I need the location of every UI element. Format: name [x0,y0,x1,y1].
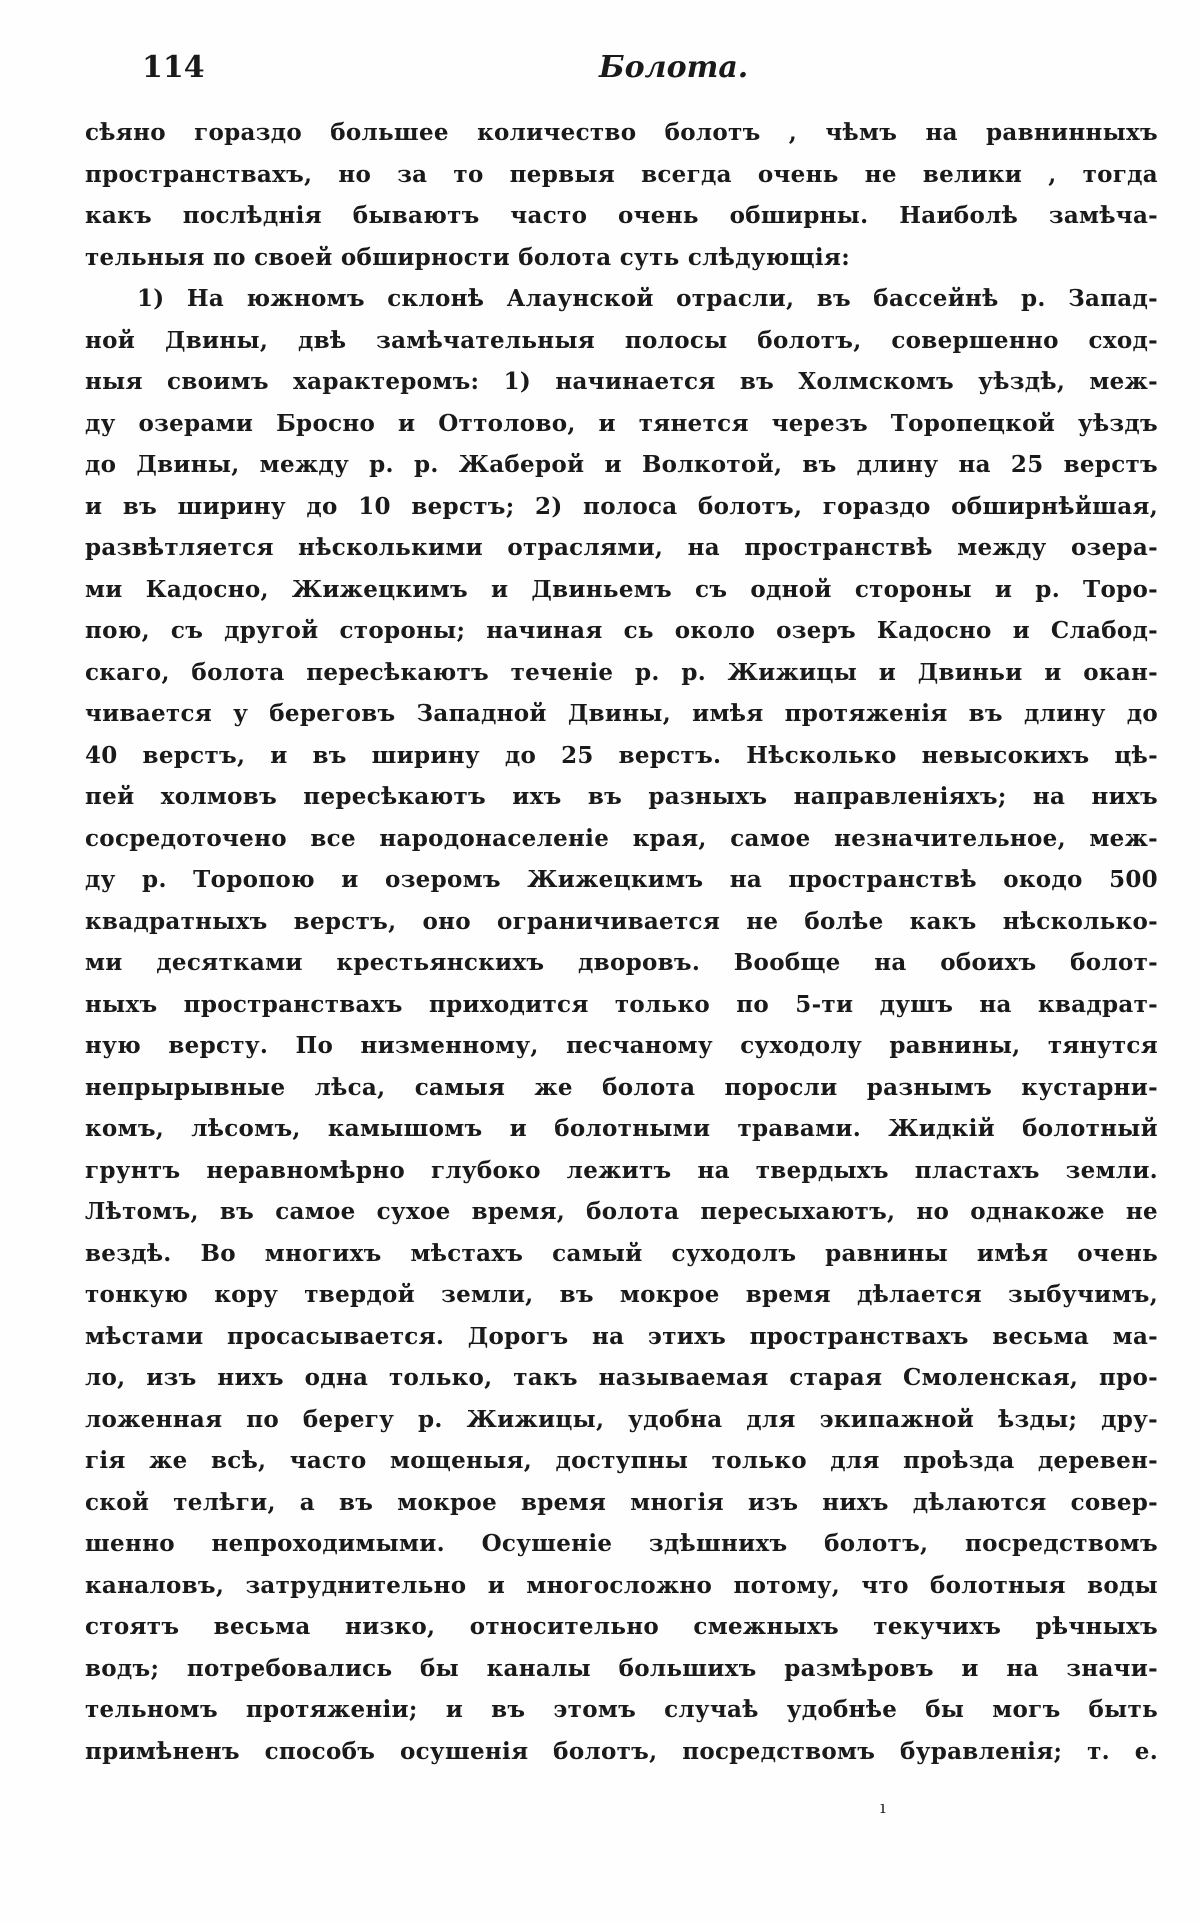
text-line: вездѣ. Во многихъ мѣстахъ самый суходолъ равнины имѣя очень [85,1239,1158,1267]
text-line: ную версту. По низменному, песчаному суходолу равнины, тянутся [85,1032,1158,1059]
text-line: сосредоточено все народонаселеніе края, самое незначительное, меж- [85,824,1158,852]
text-line: чивается у береговъ Западной Двины, имѣя протяженія въ длину до [85,700,1158,727]
page-header [142,46,1192,90]
text-line: и въ ширину до 10 верстъ; 2) полоса болотъ, гораздо обширнѣйшая, [85,492,1158,520]
text-line: ду р. Торопою и озеромъ Жижецкимъ на пространствѣ окодо 500 [85,866,1158,893]
text-line: водъ; потребовались бы каналы большихъ размѣровъ и на значи- [85,1654,1158,1682]
text-line: гія же всѣ, часто мощеныя, доступны только для проѣзда деревен- [85,1447,1158,1474]
text-line: пей холмовъ пересѣкаютъ ихъ въ разныхъ направленіяхъ; на нихъ [85,783,1158,810]
text-line: ской телѣги, а въ мокрое время многія изъ нихъ дѣлаются совер- [85,1488,1158,1516]
text-line: сѣяно гораздо большее количество болотъ , чѣмъ на равнинныхъ [85,119,1158,146]
text-line: ло, изъ нихъ одна только, такъ называемая старая Смоленская, про- [85,1364,1158,1391]
running-title: Болота. [599,50,749,85]
text-line: квадратныхъ верстъ, оно ограничивается не болѣе какъ нѣсколько- [85,907,1158,935]
text-line: ныя своимъ характеромъ: 1) начинается въ Холмскомъ уѣздѣ, меж- [85,368,1158,395]
text-line: мѣстами просасывается. Дорогъ на этихъ пространствахъ весьма ма- [85,1322,1158,1350]
text-line: пространствахъ, но за то первыя всегда очень не велики , тогда [85,160,1158,188]
text-line: 40 верстъ, и въ ширину до 25 верстъ. Нѣсколько невысокихъ цѣ- [85,741,1158,769]
text-line: грунтъ неравномѣрно глубоко лежитъ на твердыхъ пластахъ земли. [85,1156,1158,1184]
text-line: каналовъ, затруднительно и многосложно потому, что болотныя воды [85,1571,1158,1599]
text-line: комъ, лѣсомъ, камышомъ и болотными травами. Жидкій болотный [85,1115,1158,1142]
text-line: 1) На южномъ склонѣ Алаунской отрасли, въ бассейнѣ р. Запад- [137,285,1158,312]
text-line: ду озерами Бросно и Оттолово, и тянется черезъ Торопецкой уѣздъ [85,409,1158,437]
text-line: ми десятками крестьянскихъ дворовъ. Вообще на обоихъ болот- [85,949,1158,976]
footer-mark: ı [880,1797,886,1818]
text-line: ми Кадосно, Жижецкимъ и Двиньемъ съ одной стороны и р. Торо- [85,575,1158,603]
text-line: тонкую кору твердой земли, въ мокрое время дѣлается зыбучимъ, [85,1281,1158,1308]
text-line: ложенная по берегу р. Жижицы, удобна для экипажной ѣзды; дру- [85,1405,1158,1433]
text-line: тельномъ протяженіи; и въ этомъ случаѣ удобнѣе бы могъ быть [85,1696,1158,1723]
text-line: ныхъ пространствахъ приходится только по 5-ти душъ на квадрат- [85,990,1158,1018]
body-text [85,112,1158,1772]
text-line: стоятъ весьма низко, относительно смежныхъ текучихъ рѣчныхъ [85,1613,1158,1640]
text-line: примѣненъ способъ осушенія болотъ, посредствомъ буравленія; т. е. [85,1737,1158,1765]
text-line: до Двины, между р. р. Жаберой и Волкотой, въ длину на 25 верстъ [85,451,1158,478]
text-line: непрырывные лѣса, самыя же болота поросли разнымъ кустарни- [85,1073,1158,1101]
text-line: пою, съ другой стороны; начиная сь около озеръ Кадосно и Слабод- [85,617,1158,644]
text-line: развѣтляется нѣсколькими отраслями, на пространствѣ между озера- [85,534,1158,561]
page-number: 114 [142,50,205,85]
text-line: шенно непроходимыми. Осушеніе здѣшнихъ болотъ, посредствомъ [85,1530,1158,1557]
text-line: какъ послѣднія бываютъ часто очень обширны. Наиболѣ замѣча- [85,202,1158,229]
text-line: Лѣтомъ, въ самое сухое время, болота пересыхаютъ, но однакоже не [85,1198,1158,1225]
text-line: ной Двины, двѣ замѣчательныя полосы болотъ, совершенно сход- [85,326,1158,354]
text-line: тельныя по своей обширности болота суть слѣдующія: [85,243,850,271]
text-line: скаго, болота пересѣкаютъ теченіе р. р. Жижицы и Двиньи и окан- [85,658,1158,686]
